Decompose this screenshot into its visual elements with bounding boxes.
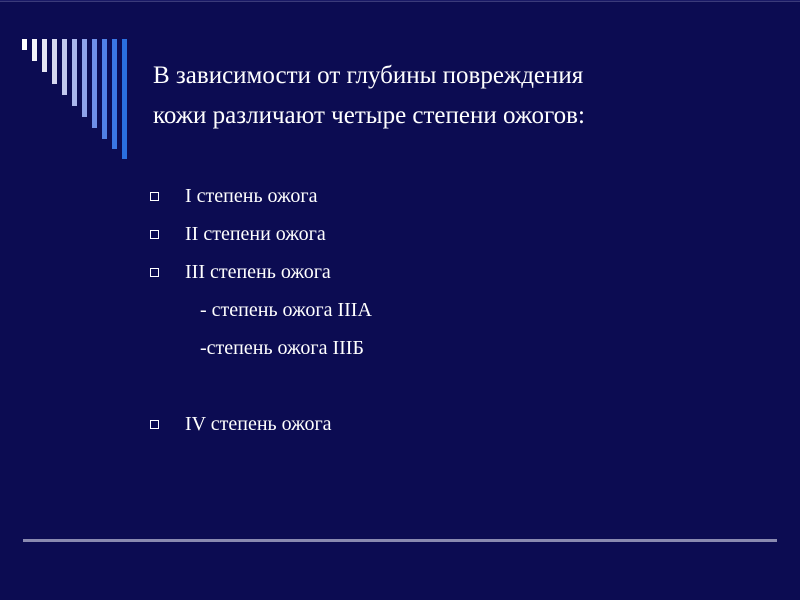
deco-bar xyxy=(32,39,37,61)
decorative-bars-graphic xyxy=(22,39,142,169)
deco-bar xyxy=(42,39,47,72)
list-item-text: I степень ожога xyxy=(185,185,318,207)
list-item-text: III степень ожога xyxy=(185,261,331,283)
list-item-text: II степени ожога xyxy=(185,223,326,245)
deco-bar xyxy=(102,39,107,139)
burn-degree-list xyxy=(148,177,748,443)
deco-bar xyxy=(52,39,57,84)
title-line-1: В зависимости от глубины повреждения xyxy=(153,62,584,89)
title-line-2: кожи различают четыре степени ожогов: xyxy=(153,102,585,129)
list-spacer xyxy=(148,367,748,405)
sub-item-text: - степень ожога IIIА xyxy=(200,299,372,321)
list-item xyxy=(148,253,748,291)
deco-bar xyxy=(72,39,77,106)
deco-bar xyxy=(122,39,127,159)
deco-bar xyxy=(92,39,97,128)
square-bullet-icon xyxy=(150,192,159,201)
deco-bar xyxy=(112,39,117,149)
deco-bar xyxy=(22,39,27,50)
sub-list-item xyxy=(148,291,748,329)
bottom-divider-line xyxy=(23,539,777,542)
list-item xyxy=(148,405,748,443)
deco-bar xyxy=(82,39,87,117)
deco-bar xyxy=(62,39,67,95)
square-bullet-icon xyxy=(150,268,159,277)
list-item xyxy=(148,177,748,215)
square-bullet-icon xyxy=(150,420,159,429)
square-bullet-icon xyxy=(150,230,159,239)
sub-list-item xyxy=(148,329,748,367)
slide-title xyxy=(153,56,773,136)
sub-item-text: -степень ожога IIIБ xyxy=(200,337,364,359)
list-item-text: IV степень ожога xyxy=(185,413,332,435)
list-item xyxy=(148,215,748,253)
slide-top-edge xyxy=(0,1,800,2)
